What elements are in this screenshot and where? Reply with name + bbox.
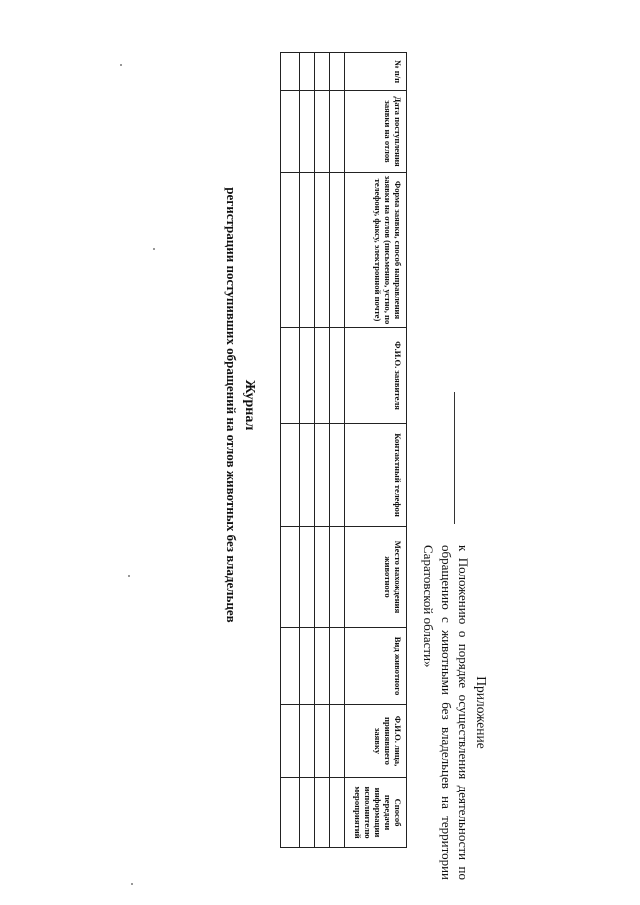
scan-speck [153,248,155,250]
table-cell [281,628,300,705]
table-cell [315,91,330,173]
journal-heading [223,140,258,670]
scan-speck [131,883,133,885]
table-cell [330,705,345,778]
table-cell [281,778,300,848]
table-cell [315,328,330,424]
column-header: № п/п [345,53,407,91]
column-header: Способ передачи информации исполнителю мероприятий [345,778,407,848]
column-header: Контактный телефон [345,424,407,527]
table-cell [300,91,315,173]
table-cell [300,424,315,527]
table-cell [300,705,315,778]
table-cell [315,527,330,628]
table-cell [281,328,300,424]
column-header: Вид животного [345,628,407,705]
table-cell [281,53,300,91]
registration-journal-table [280,52,407,848]
table-cell [330,527,345,628]
table-row [281,53,300,848]
table-cell [330,53,345,91]
table-cell [330,778,345,848]
table-cell [315,53,330,91]
table-cell [300,53,315,91]
table-row [330,53,345,848]
table-cell [315,173,330,328]
table-row [300,53,315,848]
appendix-block [420,545,490,880]
journal-title: Журнал [242,379,257,431]
scan-speck [128,575,130,577]
table-cell [330,173,345,328]
column-header: Ф.И.О. заявителя [345,328,407,424]
table-cell [315,705,330,778]
table-cell [300,778,315,848]
table-cell [300,328,315,424]
column-header: Форма заявки, способ направления заявки на отлов (письменно, устно, по телефону, факсу, электронной почте) [345,173,407,328]
table-cell [330,424,345,527]
table-cell [300,173,315,328]
table-cell [330,628,345,705]
column-header: Место нахождения животного [345,527,407,628]
table-cell [330,328,345,424]
table-cell [330,91,345,173]
table-cell [300,527,315,628]
table-row [315,53,330,848]
table-body [281,53,345,848]
table-cell [281,424,300,527]
table-header-row [345,53,407,848]
table-cell [281,91,300,173]
journal-subtitle: регистрации поступивших обращений на отлов животных без владельцев [224,187,239,623]
column-header: Дата поступления заявки на отлов [345,91,407,173]
table-cell [300,628,315,705]
table-cell [281,705,300,778]
table-cell [315,778,330,848]
scan-speck [120,64,122,66]
table-cell [315,628,330,705]
table-cell [281,527,300,628]
table-cell [315,424,330,527]
table-cell [281,173,300,328]
appendix-reference: к Положению о порядке осуществления деятельности по обращению с животными без владельцев на территории Саратовской области» [421,545,472,880]
appendix-title: Приложение [474,676,489,749]
column-header: Ф.И.О. лица, принявшего заявку [345,705,407,778]
horizontal-rule [454,392,455,524]
